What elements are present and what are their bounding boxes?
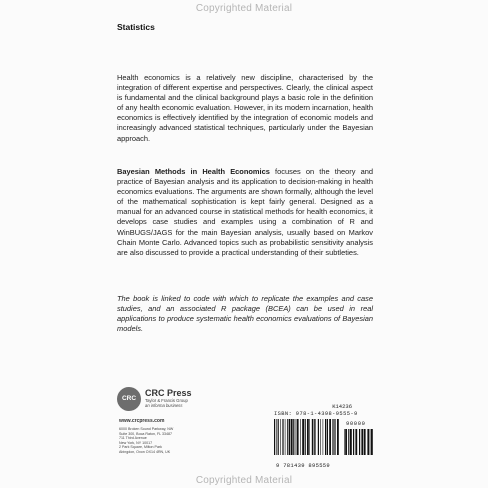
barcode-bar — [332, 419, 333, 455]
isbn-barcode-block — [272, 403, 376, 471]
paragraph-2-text: focuses on the theory and practice of Bayesian analysis and its application to decision-making in health economics evaluations. The arguments are shown formally, although the level of the mathematical sophistication is kept fairly general. Designed as a manual for an advanced course in statistical methods for health economics, it develops case studies and examples using a combination of R and WinBUGS/JAGS for the main Bayesian analysis, usually based on Markov Chain Monte Carlo. Advanced topics such as probabilistic sensitivity analysis are also discussed to provide a practical understanding of their subtleties. — [117, 167, 373, 257]
barcode-bar — [337, 419, 339, 455]
barcode-bar — [353, 429, 354, 455]
barcode-bar — [323, 419, 324, 455]
publisher-logo-row — [117, 384, 317, 414]
barcode-bar — [350, 429, 352, 455]
barcode-bar — [359, 429, 360, 455]
barcode-bar — [370, 429, 371, 455]
barcode-addon-digits: 90000 — [346, 420, 366, 427]
publisher-address — [119, 427, 229, 455]
barcode — [272, 419, 376, 467]
barcode-bar — [329, 419, 331, 455]
barcode-bar — [289, 419, 290, 455]
barcode-bar — [278, 419, 279, 455]
barcode-bar — [297, 419, 299, 455]
watermark-top: Copyrighted Material — [195, 3, 293, 14]
barcode-bar — [371, 429, 373, 455]
barcode-bar — [293, 419, 294, 455]
barcode-bar — [361, 429, 363, 455]
barcode-bar — [355, 429, 357, 455]
barcode-bar — [345, 429, 347, 455]
barcode-main-icon — [274, 419, 342, 461]
isbn-number: ISBN: 978-1-4398-9555-9 — [274, 411, 358, 417]
barcode-bar — [312, 419, 313, 455]
barcode-bar — [325, 419, 326, 455]
barcode-bar — [335, 419, 336, 455]
barcode-bar — [348, 429, 349, 455]
description-paragraph-3: The book is linked to code with which to replicate the examples and case studies, and an associated R package (BCEA) can be used in real applications to produce systematic health economics evaluations of Bayesian models. — [117, 294, 373, 334]
description-paragraph-1: Health economics is a relatively new discipline, characterised by the integration of different expertise and perspectives. Clearly, the clinical aspect is fundamental and the clinical background plays a basic role in the definition of any health economic evaluation. However, in its modern incarnation, health economics is effectively identified by the integration of economic models and increasingly advanced statistical techniques, particularly under the Bayesian approach. — [117, 73, 373, 143]
barcode-bar — [276, 419, 277, 455]
barcode-bar — [309, 419, 310, 455]
barcode-bar — [315, 419, 316, 455]
barcode-bar — [318, 419, 319, 455]
barcode-bar — [364, 429, 366, 455]
address-line: Suite 300, Boca Raton, FL 33487 — [119, 431, 173, 436]
barcode-bar — [320, 419, 321, 455]
publisher-website: www.crcpress.com — [119, 418, 165, 424]
address-line: 711 Third Avenue — [119, 436, 147, 441]
address-line: 2 Park Square, Milton Park — [119, 445, 162, 450]
barcode-bar — [333, 419, 334, 455]
barcode-bar — [314, 419, 315, 455]
barcode-bar — [296, 419, 297, 455]
barcode-bar — [367, 429, 369, 455]
address-line: Abingdon, Oxon OX14 4RN, UK — [119, 449, 171, 454]
category-label: Statistics — [117, 22, 155, 32]
barcode-digits: 9 781439 895559 — [276, 462, 331, 469]
barcode-bar — [291, 419, 293, 455]
publisher-tagline: an informa business — [145, 403, 183, 408]
crc-logo-icon: CRC — [117, 387, 141, 411]
barcode-bar — [305, 419, 306, 455]
barcode-bar — [302, 419, 304, 455]
barcode-bar — [344, 429, 345, 455]
barcode-bar — [280, 419, 281, 455]
barcode-bar — [300, 419, 301, 455]
barcode-bar — [285, 419, 286, 455]
book-title: Bayesian Methods in Health Economics — [117, 167, 270, 176]
catalog-code: K14236 — [332, 403, 352, 410]
barcode-bar — [282, 419, 283, 455]
barcode-bar — [274, 419, 275, 455]
barcode-bar — [287, 419, 288, 455]
address-line: 6000 Broken Sound Parkway, NW — [119, 427, 174, 431]
publisher-group: Taylor & Francis Group — [145, 398, 188, 403]
barcode-bar — [307, 419, 309, 455]
description-paragraph-2 — [117, 167, 373, 258]
barcode-addon-icon — [344, 429, 374, 461]
barcode-bar — [327, 419, 328, 455]
address-line: New York, NY 10017 — [119, 440, 153, 445]
publisher-name: CRC Press — [145, 388, 192, 398]
watermark-bottom: Copyrighted Material — [195, 475, 293, 486]
